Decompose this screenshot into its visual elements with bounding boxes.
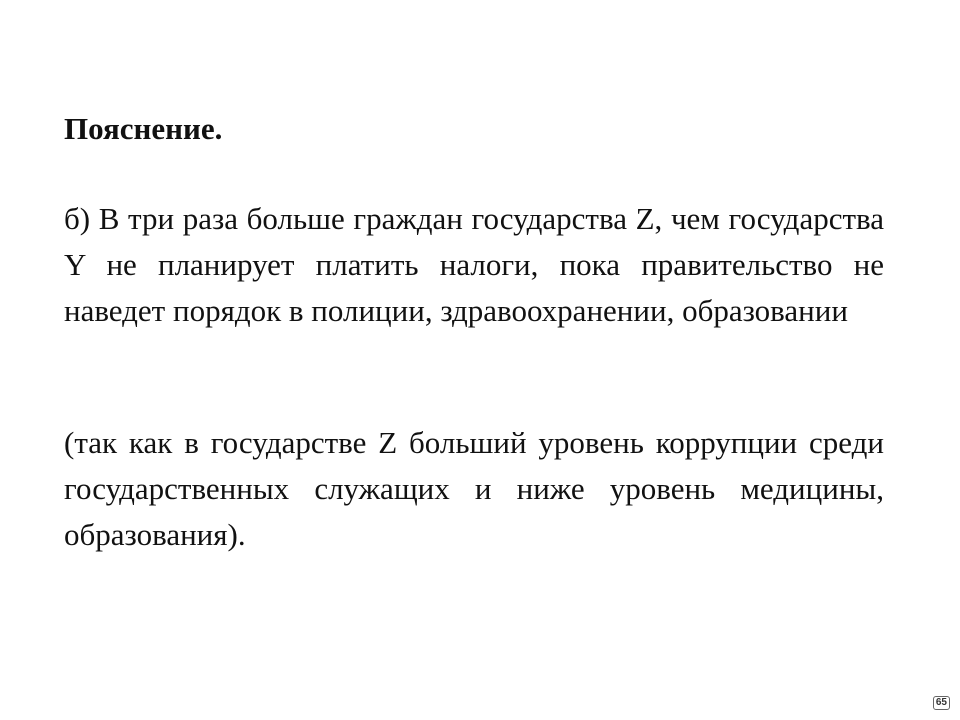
slide-heading: Пояснение. <box>64 111 223 146</box>
reason-paragraph: (так как в государстве Z больший уровень коррупции среди государственных служащих и ниже уровень медицины, образования). <box>64 425 884 552</box>
explanation-paragraph: б) В три раза больше граждан государства Z, чем государства Y не планирует платить налоги, пока правительство не наведет порядок в полиции, здравоохранении, образовании <box>64 201 884 328</box>
page-number: 65 <box>933 696 950 710</box>
